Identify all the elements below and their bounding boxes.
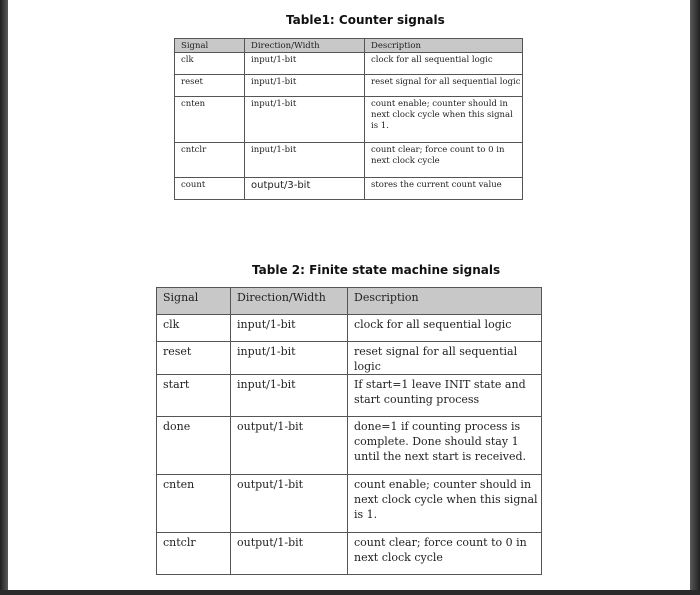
direction-cell: input/1-bit	[231, 375, 348, 417]
direction-cell: input/1-bit	[245, 97, 365, 143]
signal-cell: start	[157, 375, 231, 417]
description-cell: clock for all sequential logic	[365, 53, 523, 75]
header-description: Description	[365, 39, 523, 53]
description-cell: count enable; counter should in next clock cycle when this signal is 1.	[365, 97, 523, 143]
signal-cell: cnten	[175, 97, 245, 143]
header-signal: Signal	[175, 39, 245, 53]
description-cell: stores the current count value	[365, 178, 523, 200]
description-cell: reset signal for all sequential logic	[348, 342, 542, 375]
direction-cell: input/1-bit	[231, 342, 348, 375]
signal-cell: cntclr	[157, 533, 231, 575]
signal-cell: reset	[157, 342, 231, 375]
table-row	[175, 143, 523, 178]
signal-cell: clk	[175, 53, 245, 75]
header-description: Description	[348, 288, 542, 315]
signal-cell: cnten	[157, 475, 231, 533]
table-header-row	[175, 39, 523, 53]
table-row	[175, 97, 523, 143]
table-row	[157, 475, 542, 533]
signal-cell: clk	[157, 315, 231, 342]
description-cell: If start=1 leave INIT state and start counting process	[348, 375, 542, 417]
table-row	[175, 75, 523, 97]
direction-cell: input/1-bit	[245, 75, 365, 97]
viewer-frame-right	[690, 0, 700, 595]
signal-cell: cntclr	[175, 143, 245, 178]
description-cell: reset signal for all sequential logic	[365, 75, 523, 97]
table-row	[157, 375, 542, 417]
signal-cell: done	[157, 417, 231, 475]
table-row	[157, 315, 542, 342]
viewer-frame-left	[0, 0, 8, 595]
header-direction: Direction/Width	[245, 39, 365, 53]
counter-signals-table	[174, 38, 523, 200]
table-header-row	[157, 288, 542, 315]
fsm-signals-table	[156, 287, 542, 575]
description-cell: clock for all sequential logic	[348, 315, 542, 342]
header-signal: Signal	[157, 288, 231, 315]
table-row	[157, 533, 542, 575]
header-direction: Direction/Width	[231, 288, 348, 315]
description-cell: count clear; force count to 0 in next clock cycle	[348, 533, 542, 575]
direction-cell: output/1-bit	[231, 417, 348, 475]
direction-cell: input/1-bit	[245, 143, 365, 178]
viewer-frame-bottom	[0, 590, 700, 595]
description-cell: done=1 if counting process is complete. Done should stay 1 until the next start is received.	[348, 417, 542, 475]
table-row	[175, 178, 523, 200]
table-row	[175, 53, 523, 75]
description-cell: count clear; force count to 0 in next clock cycle	[365, 143, 523, 178]
direction-cell: output/1-bit	[231, 533, 348, 575]
table2-title: Table 2: Finite state machine signals	[252, 263, 501, 277]
signal-cell: count	[175, 178, 245, 200]
table1-title: Table1: Counter signals	[286, 13, 445, 27]
direction-cell: output/1-bit	[231, 475, 348, 533]
direction-cell: output/3-bit	[245, 178, 365, 200]
signal-cell: reset	[175, 75, 245, 97]
description-cell: count enable; counter should in next clock cycle when this signal is 1.	[348, 475, 542, 533]
table-row	[157, 417, 542, 475]
table-row	[157, 342, 542, 375]
direction-cell: input/1-bit	[245, 53, 365, 75]
direction-cell: input/1-bit	[231, 315, 348, 342]
